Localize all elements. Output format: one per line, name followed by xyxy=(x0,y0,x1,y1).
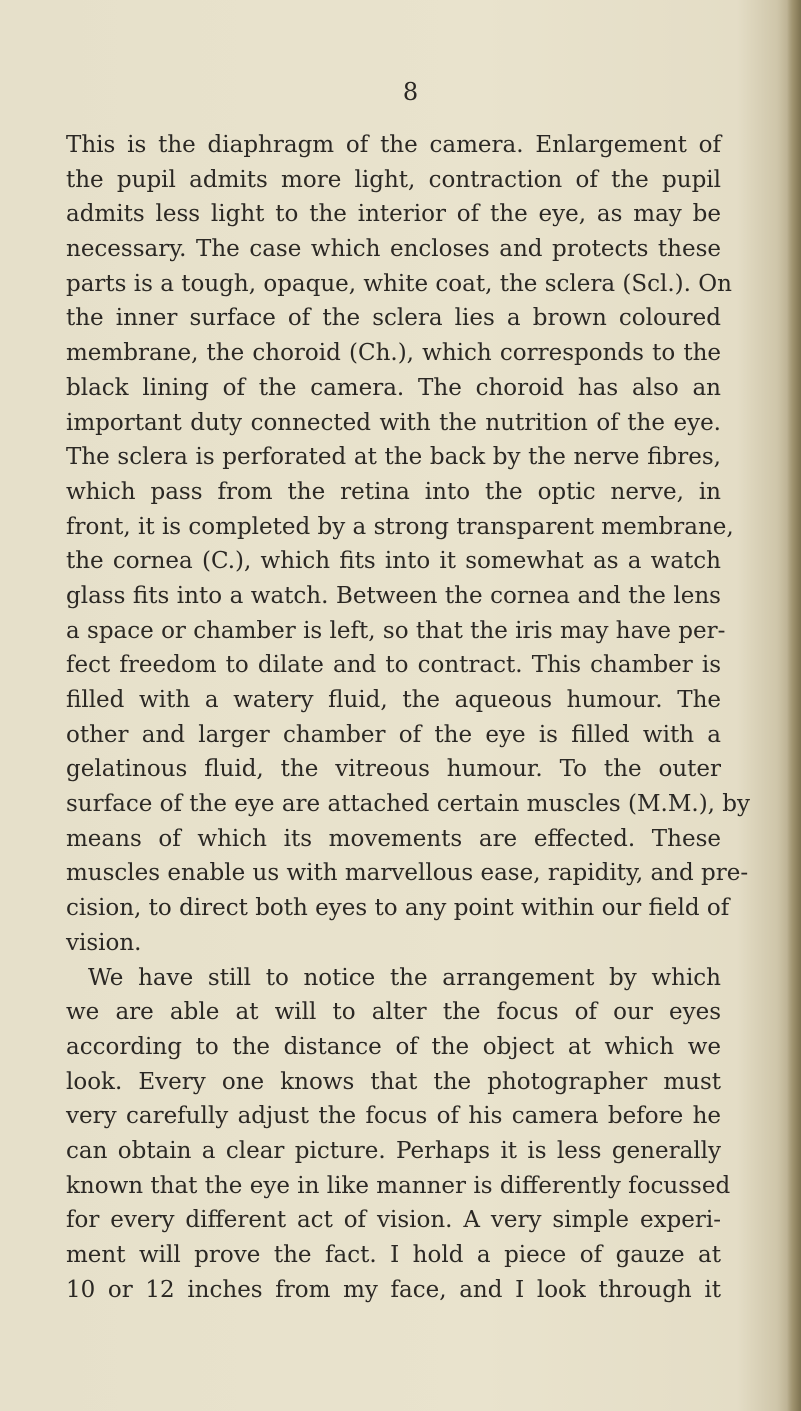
text-line: gelatinous fluid, the vitreous humour. To the outer xyxy=(66,756,721,783)
text-line: for every different act of vision. A very simple experi- xyxy=(66,1207,721,1234)
text-line: we are able at will to alter the focus of our eyes xyxy=(66,999,721,1026)
text-line: necessary. The case which encloses and protects these xyxy=(66,236,721,263)
text-line: the inner surface of the sclera lies a brown coloured xyxy=(66,305,721,332)
text-line: admits less light to the interior of the eye, as may be xyxy=(66,201,721,228)
text-line: black lining of the camera. The choroid has also an xyxy=(66,374,721,401)
body-text xyxy=(66,128,751,1307)
text-line: known that the eye in like manner is differently focussed xyxy=(66,1172,731,1199)
text-line: according to the distance of the object at which we xyxy=(66,1033,721,1060)
page-edge-shadow xyxy=(787,0,801,1411)
paragraph-start-line: We have still to notice the arrangement by which xyxy=(88,964,721,991)
text-line: parts is a tough, opaque, white coat, the sclera (Scl.). On xyxy=(66,270,732,297)
text-line: muscles enable us with marvellous ease, rapidity, and pre- xyxy=(66,860,749,887)
text-line: other and larger chamber of the eye is filled with a xyxy=(66,721,721,748)
text-line: ment will prove the fact. I hold a piece of gauze at xyxy=(66,1242,721,1268)
text-line: cision, to direct both eyes to any point within our field of xyxy=(66,895,730,922)
text-line: means of which its movements are effected. These xyxy=(66,825,721,852)
text-line: The sclera is perforated at the back by the nerve fibres, xyxy=(66,444,721,471)
text-line: important duty connected with the nutrition of the eye. xyxy=(66,409,721,436)
page-number: 8 xyxy=(402,78,419,106)
text-line: a space or chamber is left, so that the iris may have per- xyxy=(66,617,726,644)
text-line: glass fits into a watch. Between the cornea and the lens xyxy=(66,582,721,609)
text-line: membrane, the choroid (Ch.), which corresponds to the xyxy=(66,340,721,367)
text-line: 10 or 12 inches from my face, and I look through it xyxy=(66,1276,721,1303)
text-line: fect freedom to dilate and to contract. This chamber is xyxy=(66,652,721,679)
text-line: look. Every one knows that the photographer must xyxy=(66,1068,721,1095)
text-line: front, it is completed by a strong transparent membrane, xyxy=(66,513,734,540)
text-line: which pass from the retina into the optic nerve, in xyxy=(66,478,721,505)
text-line: filled with a watery fluid, the aqueous humour. The xyxy=(66,687,721,713)
text-line: vision. xyxy=(66,929,142,956)
text-line: very carefully adjust the focus of his camera before he xyxy=(66,1103,721,1130)
text-line: surface of the eye are attached certain muscles (M.M.), by xyxy=(66,791,751,818)
text-line: can obtain a clear picture. Perhaps it is less generally xyxy=(66,1137,721,1164)
text-line: the cornea (C.), which fits into it somewhat as a watch xyxy=(66,548,721,575)
text-line: This is the diaphragm of the camera. Enlargement of xyxy=(66,132,721,158)
text-line: the pupil admits more light, contraction of the pupil xyxy=(66,166,721,193)
